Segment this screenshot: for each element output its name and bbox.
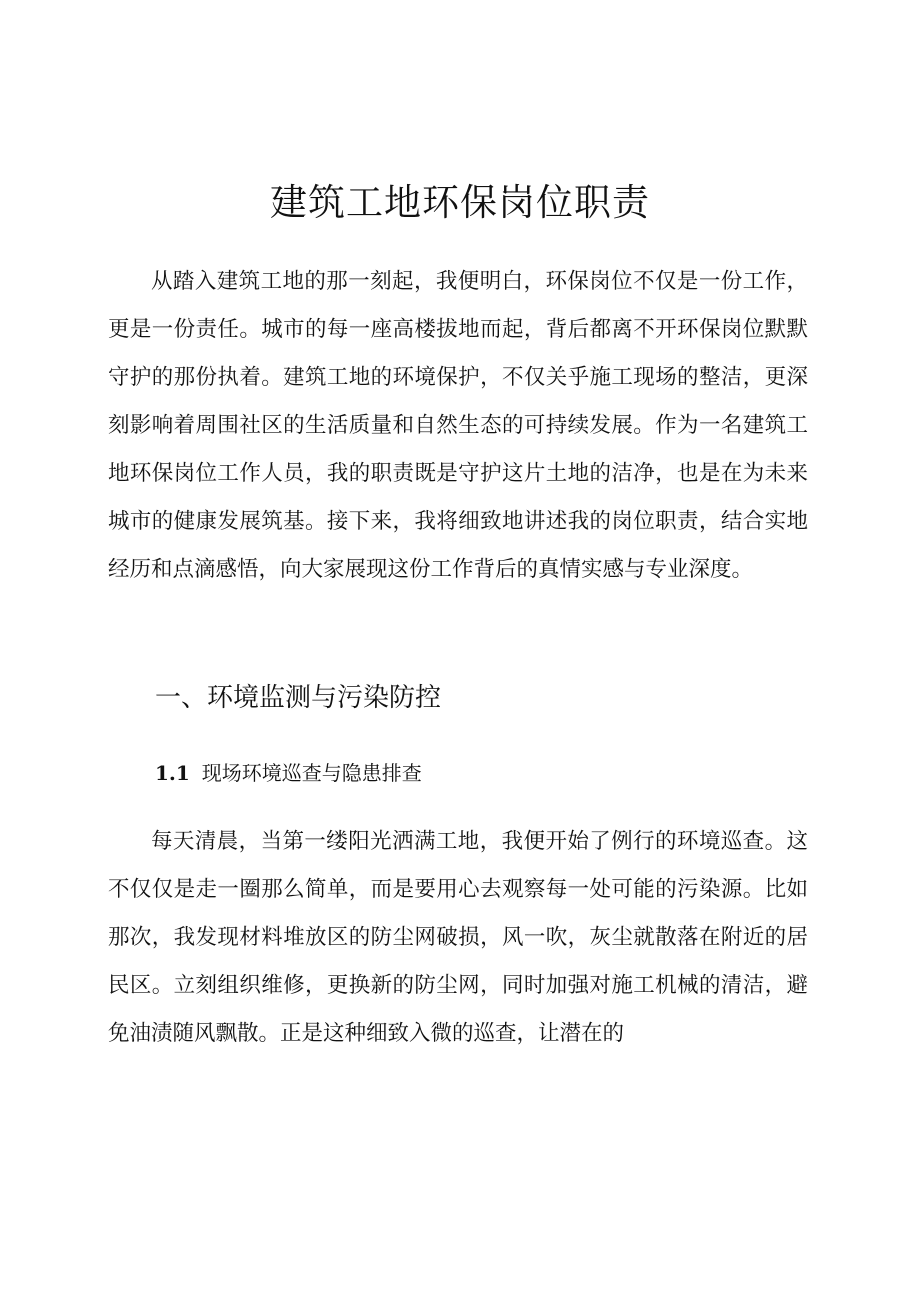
section-heading: 一、环境监测与污染防控 <box>155 683 442 713</box>
subsection-title: 现场环境巡查与隐患排查 <box>201 761 422 785</box>
subsection-paragraph: 每天清晨，当第一缕阳光洒满工地，我便开始了例行的环境巡查。这不仅仅是走一圈那么简单，而是要用心去观察每一处可能的污染源。比如那次，我发现材料堆放区的防尘网破损，风一吹，灰尘就散落在附近的居民区。立刻组织维修，更换新的防尘网，同时加强对施工机械的清洁，避免油渍随风飘散。正是这种细致入微的巡查，让潜在的 <box>108 829 808 1046</box>
subsection-heading <box>155 755 422 791</box>
intro-paragraph: 从踏入建筑工地的那一刻起，我便明白，环保岗位不仅是一份工作，更是一份责任。城市的每一座高楼拔地而起，背后都离不开环保岗位默默守护的那份执着。建筑工地的环境保护，不仅关乎施工现场的整洁，更深刻影响着周围社区的生活质量和自然生态的可持续发展。作为一名建筑工地环保岗位工作人员，我的职责既是守护这片土地的洁净，也是在为未来城市的健康发展筑基。接下来，我将细致地讲述我的岗位职责，结合实地经历和点滴感悟，向大家展现这份工作背后的真情实感与专业深度。 <box>108 269 808 582</box>
subsection-number: 1.1 <box>155 761 190 785</box>
document-title: 建筑工地环保岗位职责 <box>270 181 650 224</box>
